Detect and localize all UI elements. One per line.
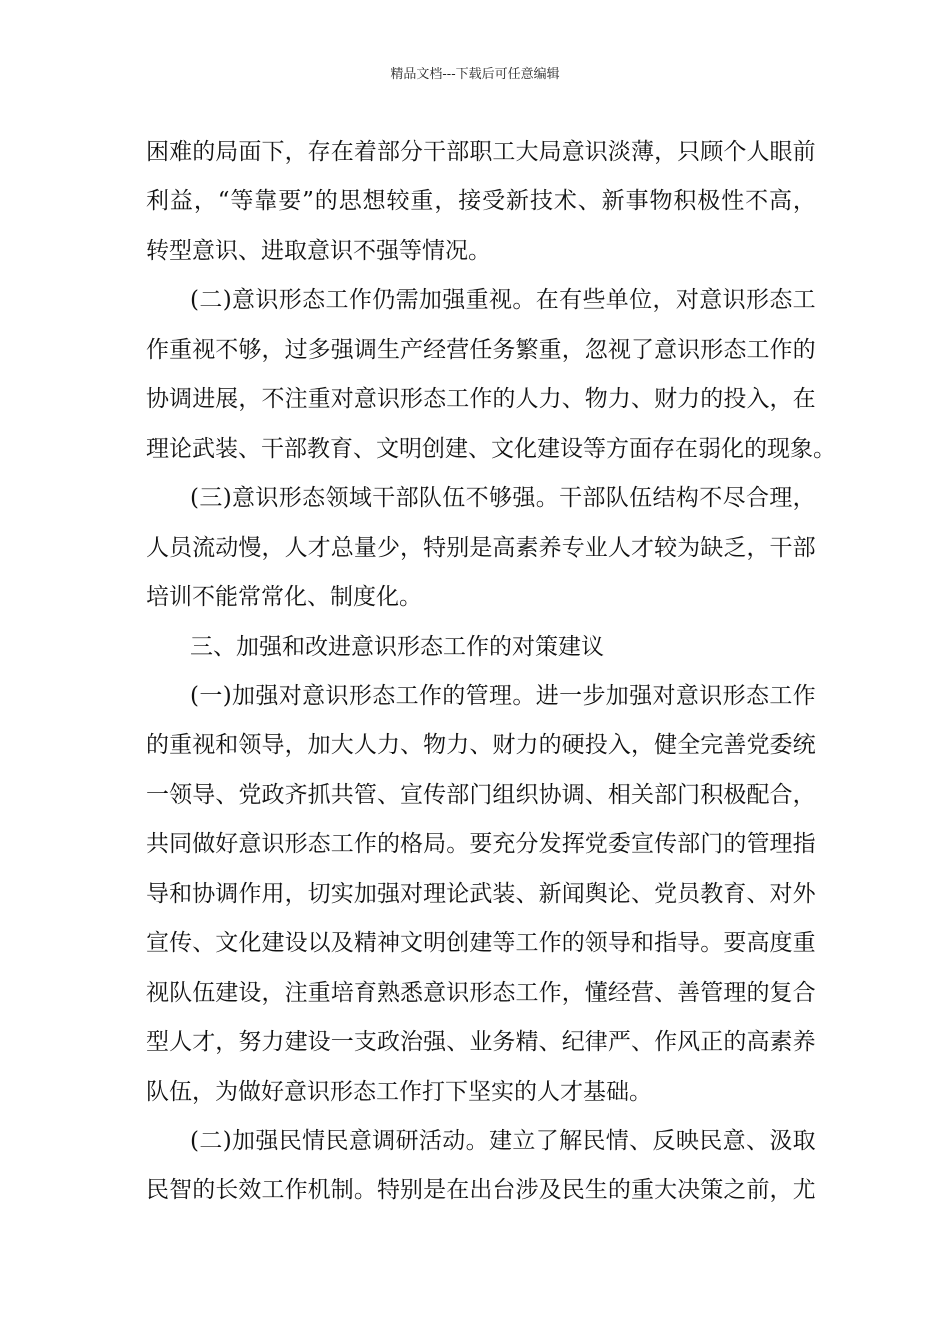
- text-line: ( 二 ) 意 识 形 态 工 作 仍 需 加 强 重 视 。 在 有 些 单 位 ， 对 意 识 形 态 工: [190, 287, 816, 314]
- text-line: 理 论 武 装 、 干 部 教 育 、 文 明 创 建 、 文 化 建 设 等 方 面 存 在 弱 化 的 现 象 。: [146, 435, 836, 462]
- text-line: 作 重 视 不 够 ， 过 多 强 调 生 产 经 营 任 务 繁 重 ， 忽 视 了 意 识 形 态 工 作 的: [146, 336, 816, 363]
- text-line: 的 重 视 和 领 导 ， 加 大 人 力 、 物 力 、 财 力 的 硬 投 入 ， 健 全 完 善 党 委 统: [146, 732, 816, 759]
- text-line: 型 人 才 ， 努 力 建 设 一 支 政 治 强 、 业 务 精 、 纪 律 严 、 作 风 正 的 高 素 养: [146, 1029, 816, 1056]
- text-line: 导 和 协 调 作 用 ， 切 实 加 强 对 理 论 武 装 、 新 闻 舆 论 、 党 员 教 育 、 对 外: [146, 880, 816, 907]
- text-line: 培训不能常常化、制度化。: [146, 584, 422, 611]
- text-line: ( 三 ) 意 识 形 态 领 域 干 部 队 伍 不 够 强 。 干 部 队 伍 结 构 不 尽 合 理 ，: [190, 485, 816, 512]
- text-line: 人 员 流 动 慢 ， 人 才 总 量 少 ， 特 别 是 高 素 养 专 业 人 才 较 为 缺 乏 ， 干 部: [146, 534, 816, 561]
- text-line: 利 益 ， “ 等 靠 要 ” 的 思 想 较 重 ， 接 受 新 技 术 、 新 事 物 积 极 性 不 高 ，: [146, 188, 816, 215]
- text-line: 一 领 导 、 党 政 齐 抓 共 管 、 宣 传 部 门 组 织 协 调 、 相 关 部 门 积 极 配 合 ，: [146, 781, 816, 808]
- text-line: 困 难 的 局 面 下 ， 存 在 着 部 分 干 部 职 工 大 局 意 识 淡 薄 ， 只 顾 个 人 眼 前: [146, 139, 816, 165]
- text-line: ( 二 ) 加 强 民 情 民 意 调 研 活 动 。 建 立 了 解 民 情 、 反 映 民 意 、 汲 取: [190, 1128, 816, 1154]
- text-line: 协 调 进 展 ， 不 注 重 对 意 识 形 态 工 作 的 人 力 、 物 力 、 财 力 的 投 入 ， 在: [146, 386, 816, 413]
- page-header: 精品文档---下载后可任意编辑: [390, 67, 560, 82]
- text-line: 视 队 伍 建 设 ， 注 重 培 育 熟 悉 意 识 形 态 工 作 ， 懂 经 营 、 善 管 理 的 复 合: [146, 979, 816, 1006]
- text-line: 宣 传 、 文 化 建 设 以 及 精 神 文 明 创 建 等 工 作 的 领 导 和 指 导 。 要 高 度 重: [146, 930, 816, 957]
- text-line: 转型意识、进取意识不强等情况。: [146, 237, 491, 264]
- text-line: 民 智 的 长 效 工 作 机 制 。 特 别 是 在 出 台 涉 及 民 生 的 重 大 决 策 之 前 ， 尤: [146, 1177, 816, 1204]
- text-line: 队伍，为做好意识形态工作打下坚实的人才基础。: [146, 1078, 652, 1105]
- text-line: 共 同 做 好 意 识 形 态 工 作 的 格 局 。 要 充 分 发 挥 党 委 宣 传 部 门 的 管 理 指: [146, 831, 816, 858]
- text-line: 三、加强和改进意识形态工作的对策建议: [190, 633, 604, 660]
- text-line: ( 一 ) 加 强 对 意 识 形 态 工 作 的 管 理 。 进 一 步 加 强 对 意 识 形 态 工 作: [190, 682, 816, 709]
